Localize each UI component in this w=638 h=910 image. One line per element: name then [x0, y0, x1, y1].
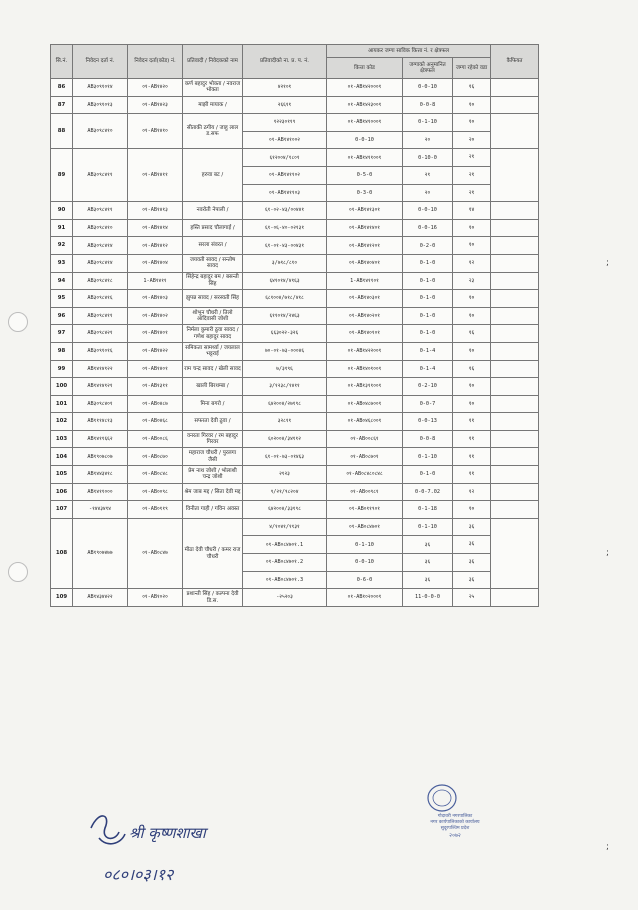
cell-plot: ०१-AB१४०३०१: [327, 290, 403, 308]
cell-sn: 108: [51, 518, 73, 588]
cell-area: 0-1-4: [403, 360, 453, 378]
table-row: [51, 518, 539, 536]
cell-citizenship: ६१२००४/१८०१: [243, 149, 327, 167]
cell-app-code: ०१-AB१४२२: [128, 342, 183, 360]
cell-area: 0-1-0: [403, 325, 453, 343]
seal-text-3: सुदूरपश्चिम प्रदेश: [440, 826, 470, 831]
cell-remark: [491, 501, 539, 519]
cell-sn: 86: [51, 79, 73, 97]
cell-citizenship: -२५२०३: [243, 589, 327, 607]
table-row: [51, 430, 539, 448]
header-app-code: निवेदन दर्ता(कोड) नं.: [128, 45, 183, 79]
cell-plot: ०१-AB१४१३०१: [327, 202, 403, 220]
header-ward: जग्गा रहेको वडा: [453, 58, 491, 79]
cell-area: 0-0-10: [403, 79, 453, 97]
table-row: [51, 237, 539, 255]
cell-ward: १०: [453, 395, 491, 413]
punch-hole-bottom: [8, 562, 28, 582]
cell-reg-no: AB१४१४१२२: [73, 360, 128, 378]
cell-area: 0-0-7.02: [403, 483, 453, 501]
cell-applicant: राम चन्द्र सावद / खेली सावद: [183, 360, 243, 378]
signature-flourish: [91, 816, 125, 844]
cell-plot: ०१-AB१०२०००१: [327, 589, 403, 607]
cell-citizenship: ६१-०१-४३-००४३१: [243, 237, 327, 255]
cell-ward: १०: [453, 342, 491, 360]
handwritten-signature: [85, 808, 225, 898]
cell-applicant: मीठा देवी चौधरी / कमर राज चौधरी: [183, 518, 243, 588]
cell-app-code: ०१-AB०११९: [128, 501, 183, 519]
cell-applicant: समिकता सामर्थ्या / जयलाल भट्टराई: [183, 342, 243, 360]
cell-sn: 104: [51, 448, 73, 466]
cell-area: 0-2-10: [403, 378, 453, 396]
cell-sn: 89: [51, 149, 73, 202]
cell-plot: ०१-AB०८४८०८४८: [327, 466, 403, 484]
cell-sn: 107: [51, 501, 73, 519]
cell-reg-no: AB३०९८४१०: [73, 219, 128, 237]
cell-sn: 90: [51, 202, 73, 220]
cell-ward: ११: [453, 466, 491, 484]
cell-app-code: ०१-AB१४१०: [128, 114, 183, 149]
cell-app-code: ०१-AB०४८७: [128, 395, 183, 413]
cell-area: 0-1-10: [403, 114, 453, 132]
cell-remark: [491, 413, 539, 431]
seal-year: २०७२: [449, 833, 461, 839]
cell-area: २०: [403, 131, 453, 149]
header-citizenship: प्रतिवादीको ना. प्र. प. नं.: [243, 45, 327, 79]
cell-app-code: ०१-AB१४१३: [128, 202, 183, 220]
cell-citizenship: ६११०१४/२४६३: [243, 307, 327, 325]
table-row: [51, 466, 539, 484]
cell-citizenship: ०१-AB१४११०३: [243, 184, 327, 202]
cell-ward: २५: [453, 589, 491, 607]
cell-area: 0-1-10: [403, 448, 453, 466]
cell-area: 0-0-8: [403, 96, 453, 114]
cell-app-code: ०१-AB०४६८: [128, 413, 183, 431]
cell-area: 0-0-7: [403, 395, 453, 413]
edge-mark: ;: [606, 548, 610, 558]
cell-sn: 87: [51, 96, 73, 114]
header-area: जग्गाको अनुमानित क्षेत्रफल: [403, 58, 453, 79]
cell-area: २१: [403, 166, 453, 184]
cell-app-code: ०१-AB००८६: [128, 430, 183, 448]
cell-remark: [491, 360, 539, 378]
cell-remark: [491, 589, 539, 607]
cell-citizenship: ६४१०१४/४१६३: [243, 272, 327, 290]
cell-area: 0-10-0: [403, 149, 453, 167]
table-row: [51, 254, 539, 272]
cell-reg-no: AB३०९१०१६: [73, 342, 128, 360]
seal-emblem-icon: [428, 785, 456, 811]
cell-ward: २१: [453, 166, 491, 184]
cell-area: 0-0-10: [403, 202, 453, 220]
cell-plot: ०१-AB१४२०००१: [327, 79, 403, 97]
cell-remark: [491, 149, 539, 202]
cell-applicant: मिना बगरो /: [183, 395, 243, 413]
cell-remark: [491, 254, 539, 272]
cell-ward: ११: [453, 413, 491, 431]
cell-citizenship: ०१-AB१४१००२: [243, 131, 327, 149]
cell-applicant: हस्ति प्रसाद चौलागाईं /: [183, 219, 243, 237]
cell-applicant: कर्ण बहादुर भोक्ता / नवराज भोक्ता: [183, 79, 243, 97]
cell-sn: 100: [51, 378, 73, 396]
table-row: [51, 448, 539, 466]
header-land-group: आयकर जग्गा साविक कित्ता नं. र क्षेत्रफल: [327, 45, 491, 58]
cell-remark: [491, 466, 539, 484]
signature-date: ०८०।०३।१२: [103, 865, 174, 884]
table-row: [51, 219, 539, 237]
cell-applicant: प्रेम नाथ जोशी / भोलाशी चन्द्र जोशी: [183, 466, 243, 484]
cell-plot: ०१-AB१३११००१: [327, 378, 403, 396]
cell-area: ३६: [403, 571, 453, 589]
cell-reg-no: AB३०९८४२१: [73, 325, 128, 343]
cell-reg-no: AB१४११०००: [73, 483, 128, 501]
table-row: [51, 413, 539, 431]
table-row: [51, 342, 539, 360]
cell-reg-no: AB१४१४१२१: [73, 378, 128, 396]
cell-reg-no: AB३०९१०१३: [73, 96, 128, 114]
cell-remark: [491, 290, 539, 308]
office-seal: [420, 780, 490, 840]
signature-name: श्री कृष्णशाखा: [129, 824, 206, 842]
cell-plot: ०१-AB१४१४०१: [327, 219, 403, 237]
cell-applicant: शोभुन चौधरी / तिलो आदिवासी जोशी: [183, 307, 243, 325]
cell-reg-no: -१४४३४१४: [73, 501, 128, 519]
cell-remark: [491, 518, 539, 588]
cell-applicant: हरुवा बट /: [183, 149, 243, 202]
cell-area: 0-1-0: [403, 272, 453, 290]
cell-area: 0-1-10: [403, 518, 453, 536]
header-reg-no: निवेदन दर्ता नं.: [73, 45, 128, 79]
cell-area: 0-1-0: [403, 466, 453, 484]
header-applicant: प्रतिवादी / निवेदकको नाम: [183, 45, 243, 79]
cell-sn: 97: [51, 325, 73, 343]
table-row: [51, 96, 539, 114]
cell-citizenship: ६४२००४/३३१९८: [243, 501, 327, 519]
cell-remark: [491, 307, 539, 325]
table-row: [51, 589, 539, 607]
cell-ward: १६: [453, 79, 491, 97]
cell-plot: ०१-AB०८७०१: [327, 448, 403, 466]
cell-app-code: ०१-AB१४२३: [128, 96, 183, 114]
cell-area: 0-0-8: [403, 430, 453, 448]
cell-citizenship: ९/२१/९८२०४: [243, 483, 327, 501]
cell-plot: ०१-AB१४२३००१: [327, 96, 403, 114]
cell-plot: ०१-AB१४०४०१: [327, 254, 403, 272]
cell-citizenship: ७०-०१-७३-०००४६: [243, 342, 327, 360]
table-row: [51, 202, 539, 220]
edge-mark: ;: [606, 842, 610, 852]
cell-ward: २१: [453, 184, 491, 202]
cell-area: 0-0-16: [403, 219, 453, 237]
table-row: [51, 395, 539, 413]
cell-sn: 93: [51, 254, 73, 272]
cell-plot: ०१-AB१४२२००१: [327, 342, 403, 360]
cell-plot: ०१-AB०४८७००१: [327, 395, 403, 413]
cell-sn: 95: [51, 290, 73, 308]
cell-ward: २०: [453, 131, 491, 149]
cell-app-code: ०१-AB१४११: [128, 149, 183, 202]
cell-ward: १०: [453, 237, 491, 255]
cell-ward: ३६: [453, 518, 491, 536]
table-row: [51, 325, 539, 343]
cell-ward: १६: [453, 360, 491, 378]
cell-area: 0-0-13: [403, 413, 453, 431]
cell-applicant: सिंहेन्द्र बहादुर बम / बसन्ती सिंह: [183, 272, 243, 290]
cell-plot: 0-0-10: [327, 554, 403, 572]
cell-ward: १६: [453, 325, 491, 343]
cell-app-code: ०१-AB०८४८: [128, 466, 183, 484]
cell-remark: [491, 96, 539, 114]
cell-citizenship: ४२१०१: [243, 79, 327, 97]
cell-applicant: सीताकी ठगीय / जाहु लाल ड.सफ: [183, 114, 243, 149]
cell-ward: ३६: [453, 536, 491, 554]
cell-citizenship: ६६३०२२-३२६: [243, 325, 327, 343]
cell-plot: ०१-AB००८६१: [327, 430, 403, 448]
cell-area: 0-2-0: [403, 237, 453, 255]
cell-remark: [491, 378, 539, 396]
cell-plot: ०१-AB०८४७०१: [327, 518, 403, 536]
cell-reg-no: AB३०९८४०१: [73, 395, 128, 413]
cell-ward: २१: [453, 149, 491, 167]
cell-plot: 1-AB१४११०१: [327, 272, 403, 290]
cell-reg-no: AB१४४३४१८: [73, 466, 128, 484]
cell-remark: [491, 430, 539, 448]
cell-plot: ०१-AB००९८१: [327, 483, 403, 501]
cell-plot: 0-5-0: [327, 166, 403, 184]
cell-applicant: जयवती सावद / सन्तोष सावद: [183, 254, 243, 272]
cell-reg-no: AB३०९१०१४: [73, 79, 128, 97]
cell-reg-no: AB३०९८४१८: [73, 272, 128, 290]
table-row: [51, 290, 539, 308]
table-row: [51, 307, 539, 325]
table-row: [51, 149, 539, 167]
cell-plot: ०१-AB१४०१०१: [327, 325, 403, 343]
table-row: [51, 378, 539, 396]
cell-sn: 102: [51, 413, 73, 431]
cell-area: २०: [403, 184, 453, 202]
cell-ward: १२: [453, 483, 491, 501]
cell-app-code: ०१-AB००९८: [128, 483, 183, 501]
header-plot: कित्ता कोड: [327, 58, 403, 79]
cell-remark: [491, 272, 539, 290]
cell-plot: ०१-AB०११९०१: [327, 501, 403, 519]
cell-app-code: ०१-AB१४०४: [128, 254, 183, 272]
cell-applicant: नवरोती नेपाली /: [183, 202, 243, 220]
seal-emblem-inner: [433, 790, 451, 806]
cell-citizenship: ६०२००४/३४११२: [243, 430, 327, 448]
cell-reg-no: AB३०९८४११: [73, 307, 128, 325]
cell-ward: २३: [453, 272, 491, 290]
table-row: [51, 483, 539, 501]
cell-citizenship: २६६११: [243, 96, 327, 114]
cell-area: 0-1-0: [403, 307, 453, 325]
cell-remark: [491, 448, 539, 466]
cell-applicant: श्रेम जाब मद्द / सिता देवी मद्द: [183, 483, 243, 501]
cell-area: 0-1-0: [403, 254, 453, 272]
cell-citizenship: ३२८११: [243, 413, 327, 431]
cell-app-code: ०१-AB१४२०: [128, 79, 183, 97]
cell-citizenship: ०१-AB१४११०२: [243, 166, 327, 184]
edge-mark: ;: [606, 258, 610, 268]
cell-ward: १०: [453, 307, 491, 325]
cell-ward: ३६: [453, 554, 491, 572]
cell-reg-no: AB३०९८४११: [73, 149, 128, 202]
cell-plot: ०१-AB१४१२०१: [327, 237, 403, 255]
cell-plot: 0-0-10: [327, 131, 403, 149]
cell-area: 0-1-18: [403, 501, 453, 519]
cell-citizenship: ०१-AB०८४७०१.3: [243, 571, 327, 589]
cell-applicant: झुपन्न सावद / सरस्वती सिंह: [183, 290, 243, 308]
cell-plot: 0-3-0: [327, 184, 403, 202]
cell-remark: [491, 325, 539, 343]
cell-ward: १०: [453, 114, 491, 132]
cell-citizenship: ७/३१९६: [243, 360, 327, 378]
cell-area: ३६: [403, 536, 453, 554]
cell-citizenship: ६१-०२-४३/००४४१: [243, 202, 327, 220]
cell-sn: 98: [51, 342, 73, 360]
header-sn: सि.नं.: [51, 45, 73, 79]
cell-ward: १०: [453, 290, 491, 308]
land-register-table: [50, 44, 539, 607]
seal-text-2: नगर कार्यपालिकाको कार्यालय: [430, 820, 480, 825]
punch-hole-top: [8, 312, 28, 332]
cell-app-code: ०१-AB१४०१: [128, 360, 183, 378]
cell-app-code: ०१-AB१४०१: [128, 325, 183, 343]
cell-ward: १४: [453, 202, 491, 220]
cell-ward: १२: [453, 254, 491, 272]
cell-plot: ०१-AB१४०१००१: [327, 360, 403, 378]
cell-citizenship: ६८१००४/७१८/४१८: [243, 290, 327, 308]
cell-sn: 96: [51, 307, 73, 325]
cell-area: 11-0-0-0: [403, 589, 453, 607]
cell-reg-no: AB१९०७४७७: [73, 518, 128, 588]
cell-ward: ३६: [453, 571, 491, 589]
cell-sn: 105: [51, 466, 73, 484]
cell-applicant: माझी मायाक /: [183, 96, 243, 114]
cell-plot: ०१-AB१४०२०१: [327, 307, 403, 325]
cell-reg-no: AB३०९८४१४: [73, 237, 128, 255]
cell-sn: 91: [51, 219, 73, 237]
cell-citizenship: ६४२००४/२७१९८: [243, 395, 327, 413]
cell-remark: [491, 342, 539, 360]
cell-sn: 101: [51, 395, 73, 413]
cell-ward: १०: [453, 219, 491, 237]
cell-sn: 92: [51, 237, 73, 255]
cell-applicant: प्रशान्ती सिंह / कल्पना देवी डि.स.: [183, 589, 243, 607]
cell-remark: [491, 483, 539, 501]
table-row: [51, 114, 539, 132]
cell-applicant: सरला संवरत /: [183, 237, 243, 255]
cell-sn: 99: [51, 360, 73, 378]
cell-ward: ११: [453, 448, 491, 466]
cell-ward: १०: [453, 96, 491, 114]
cell-app-code: ०१-AB०८४७: [128, 518, 183, 588]
cell-citizenship: ६१-०६-४०-०२१३१: [243, 219, 327, 237]
cell-reg-no: AB१४११६६२: [73, 430, 128, 448]
cell-citizenship: ३/१२३८/१४११: [243, 378, 327, 396]
cell-app-code: ०१-AB०८७०: [128, 448, 183, 466]
cell-reg-no: AB३०९८४१४: [73, 254, 128, 272]
cell-citizenship: २१२३: [243, 466, 327, 484]
cell-app-code: ०१-AB१४१२: [128, 237, 183, 255]
cell-area: 0-1-0: [403, 290, 453, 308]
cell-citizenship: ६१-०१-७३-०१४६३: [243, 448, 327, 466]
cell-reg-no: AB१४३४४२२: [73, 589, 128, 607]
cell-area: ३६: [403, 554, 453, 572]
cell-remark: [491, 237, 539, 255]
cell-plot: ०१-AB१४११००१: [327, 149, 403, 167]
cell-remark: [491, 79, 539, 97]
cell-reg-no: AB१११४८१३: [73, 413, 128, 431]
cell-sn: 88: [51, 114, 73, 149]
cell-app-code: ०१-AB१३११: [128, 378, 183, 396]
cell-citizenship: ०१-AB०८४७०१.2: [243, 554, 327, 572]
cell-sn: 103: [51, 430, 73, 448]
cell-reg-no: AB३०९८४१०: [73, 114, 128, 149]
cell-reg-no: AB१९०७८०७: [73, 448, 128, 466]
table-row: [51, 360, 539, 378]
cell-remark: [491, 114, 539, 149]
cell-citizenship: ४/१०४१/११३१: [243, 518, 327, 536]
cell-applicant: वनरता गिरवर / रम बहादुर गिरवर: [183, 430, 243, 448]
cell-applicant: सफरता देवी ठुवा /: [183, 413, 243, 431]
cell-citizenship: ०१-AB०८४७०१.1: [243, 536, 327, 554]
cell-sn: 106: [51, 483, 73, 501]
table-row: [51, 272, 539, 290]
cell-ward: ११: [453, 430, 491, 448]
cell-plot: ०१-AB०४६८००१: [327, 413, 403, 431]
cell-plot: 0-6-0: [327, 571, 403, 589]
cell-citizenship: १२२३०११९: [243, 114, 327, 132]
cell-app-code: ०१-AB१०२०: [128, 589, 183, 607]
cell-applicant: खाली बिरथम्बा /: [183, 378, 243, 396]
cell-ward: १०: [453, 501, 491, 519]
cell-app-code: ०१-AB१४१४: [128, 219, 183, 237]
cell-ward: १०: [453, 378, 491, 396]
cell-app-code: ०१-AB१४०३: [128, 290, 183, 308]
cell-applicant: विनीता गाही / गविन अवस्त: [183, 501, 243, 519]
cell-applicant: निर्मला कुमारी ठुवा सावद / गणेश बहादुर सावद: [183, 325, 243, 343]
cell-area: 0-1-4: [403, 342, 453, 360]
cell-reg-no: AB३०९८४१६: [73, 290, 128, 308]
cell-remark: [491, 395, 539, 413]
table-row: [51, 79, 539, 97]
register-body: [51, 79, 539, 607]
cell-citizenship: ३/७१८/८१०: [243, 254, 327, 272]
cell-app-code: 1-AB१४११: [128, 272, 183, 290]
cell-sn: 109: [51, 589, 73, 607]
seal-text-1: गोदावरी नगरपालिका: [437, 814, 473, 819]
cell-remark: [491, 219, 539, 237]
table-row: [51, 501, 539, 519]
cell-remark: [491, 202, 539, 220]
cell-reg-no: AB३०९८४११: [73, 202, 128, 220]
cell-plot: 0-1-10: [327, 536, 403, 554]
cell-applicant: महाराज चौधरी / पुरलगा जैसी: [183, 448, 243, 466]
header-remark: कैफियत: [491, 45, 539, 79]
cell-plot: ०१-AB१४१०००१: [327, 114, 403, 132]
cell-sn: 94: [51, 272, 73, 290]
cell-app-code: ०१-AB१४०२: [128, 307, 183, 325]
